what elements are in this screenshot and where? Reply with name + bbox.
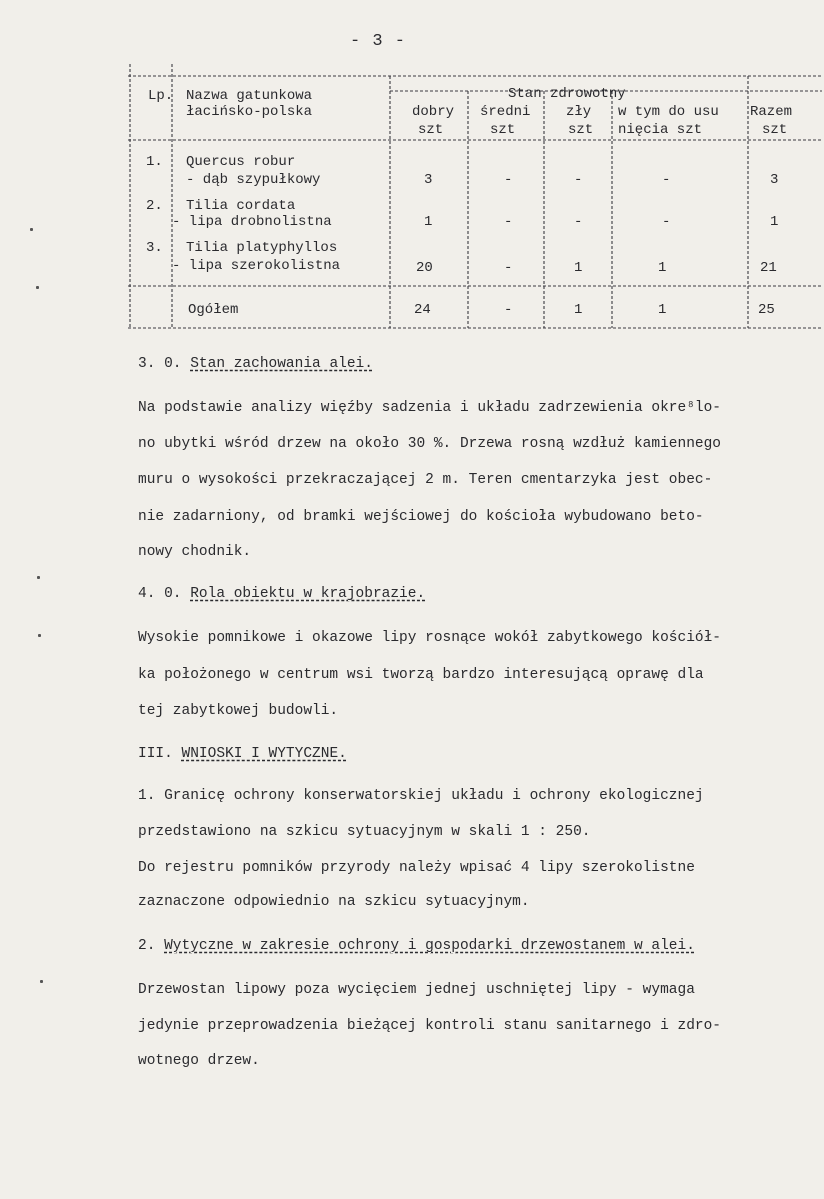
paragraph-line: Wysokie pomnikowe i okazowe lipy rosnące wokół zabytkowego kościół- <box>138 630 721 646</box>
row-razem: 3 <box>770 172 779 188</box>
paragraph-line: 1. Granicę ochrony konserwatorskiej układu i ochrony ekologicznej <box>138 788 704 804</box>
header-name-line2: łacińsko-polska <box>186 104 313 120</box>
header-razem-szt: szt <box>762 122 788 138</box>
subsection-2-number: 2. <box>138 938 156 954</box>
section-4-title: Rola obiektu w krajobrazie. <box>190 586 426 602</box>
header-lp: Lp. <box>148 88 174 104</box>
paragraph-line: Do rejestru pomników przyrody należy wpisać 4 lipy szerokolistne <box>138 860 695 876</box>
paragraph-line: Drzewostan lipowy poza wycięciem jednej uschniętej lipy - wymaga <box>138 982 695 998</box>
header-dobry-szt: szt <box>418 122 444 138</box>
paragraph-line: Na podstawie analizy więźby sadzenia i układu zadrzewienia okre⁸lo- <box>138 400 721 416</box>
margin-mark <box>37 576 40 579</box>
section-3-title: Stan zachowania alei. <box>190 356 373 372</box>
section-iii-heading <box>138 746 347 762</box>
row-sredni: - <box>504 260 513 276</box>
total-zly: 1 <box>574 302 583 318</box>
row-do-usuniecia: - <box>662 214 671 230</box>
row-do-usuniecia: - <box>662 172 671 188</box>
header-dobry: dobry <box>412 104 455 120</box>
row-lp: 1. <box>146 154 163 170</box>
total-do-usuniecia: 1 <box>658 302 667 318</box>
row-razem: 21 <box>760 260 777 276</box>
row-polish-name: - dąb szypułkowy <box>186 172 321 188</box>
section-4-number: 4. 0. <box>138 586 182 602</box>
row-polish-name: - lipa szerokolistna <box>172 258 341 274</box>
paragraph-line: nowy chodnik. <box>138 544 252 560</box>
total-sredni: - <box>504 302 513 318</box>
row-dobry: 1 <box>424 214 433 230</box>
total-label: Ogółem <box>188 302 239 318</box>
paragraph-line: zaznaczone odpowiednio na szkicu sytuacyjnym. <box>138 894 530 910</box>
total-dobry: 24 <box>414 302 431 318</box>
header-sredni-szt: szt <box>490 122 516 138</box>
row-zly: 1 <box>574 260 583 276</box>
row-sredni: - <box>504 172 513 188</box>
section-3-heading <box>138 356 373 372</box>
header-sredni: średni <box>480 104 531 120</box>
row-razem: 1 <box>770 214 779 230</box>
row-latin-name: Quercus robur <box>186 154 296 170</box>
header-name-line1: Nazwa gatunkowa <box>186 88 313 104</box>
total-razem: 25 <box>758 302 775 318</box>
header-do-usuniecia-szt: nięcia szt <box>618 122 703 138</box>
paragraph-line: nie zadarniony, od bramki wejściowej do kościoła wybudowano beto- <box>138 509 704 525</box>
paragraph-line: przedstawiono na szkicu sytuacyjnym w skali 1 : 250. <box>138 824 591 840</box>
row-polish-name: - lipa drobnolistna <box>172 214 332 230</box>
health-status-table <box>128 64 822 334</box>
row-dobry: 3 <box>424 172 433 188</box>
row-sredni: - <box>504 214 513 230</box>
subsection-2-title: Wytyczne w zakresie ochrony i gospodarki drzewostanem w alei. <box>164 938 695 954</box>
header-stan-zdrowotny: Stan zdrowotny <box>508 86 626 102</box>
header-do-usuniecia: w tym do usu <box>618 104 719 120</box>
row-zly: - <box>574 214 583 230</box>
row-zly: - <box>574 172 583 188</box>
margin-mark <box>30 228 33 231</box>
margin-mark <box>40 980 43 983</box>
subsection-2-heading <box>138 938 695 954</box>
header-zly: zły <box>566 104 592 120</box>
section-3-number: 3. 0. <box>138 356 182 372</box>
header-zly-szt: szt <box>568 122 594 138</box>
section-iii-number: III. <box>138 746 173 762</box>
page-number: - 3 - <box>350 32 407 51</box>
section-iii-title: WNIOSKI I WYTYCZNE. <box>181 746 347 762</box>
row-lp: 2. <box>146 198 163 214</box>
row-latin-name: Tilia platyphyllos <box>186 240 338 256</box>
row-lp: 3. <box>146 240 163 256</box>
paragraph-line: wotnego drzew. <box>138 1053 260 1069</box>
paragraph-line: jedynie przeprowadzenia bieżącej kontroli stanu sanitarnego i zdro- <box>138 1018 721 1034</box>
section-4-heading <box>138 586 425 602</box>
margin-mark <box>38 634 41 637</box>
row-latin-name: Tilia cordata <box>186 198 296 214</box>
paragraph-line: muru o wysokości przekraczającej 2 m. Teren cmentarzyka jest obec- <box>138 472 713 488</box>
row-do-usuniecia: 1 <box>658 260 667 276</box>
row-dobry: 20 <box>416 260 433 276</box>
paragraph-line: ka położonego w centrum wsi tworzą bardzo interesującą oprawę dla <box>138 667 704 683</box>
header-razem: Razem <box>750 104 793 120</box>
paragraph-line: no ubytki wśród drzew na około 30 %. Drzewa rosną wzdłuż kamiennego <box>138 436 721 452</box>
margin-mark <box>36 286 39 289</box>
paragraph-line: tej zabytkowej budowli. <box>138 703 339 719</box>
